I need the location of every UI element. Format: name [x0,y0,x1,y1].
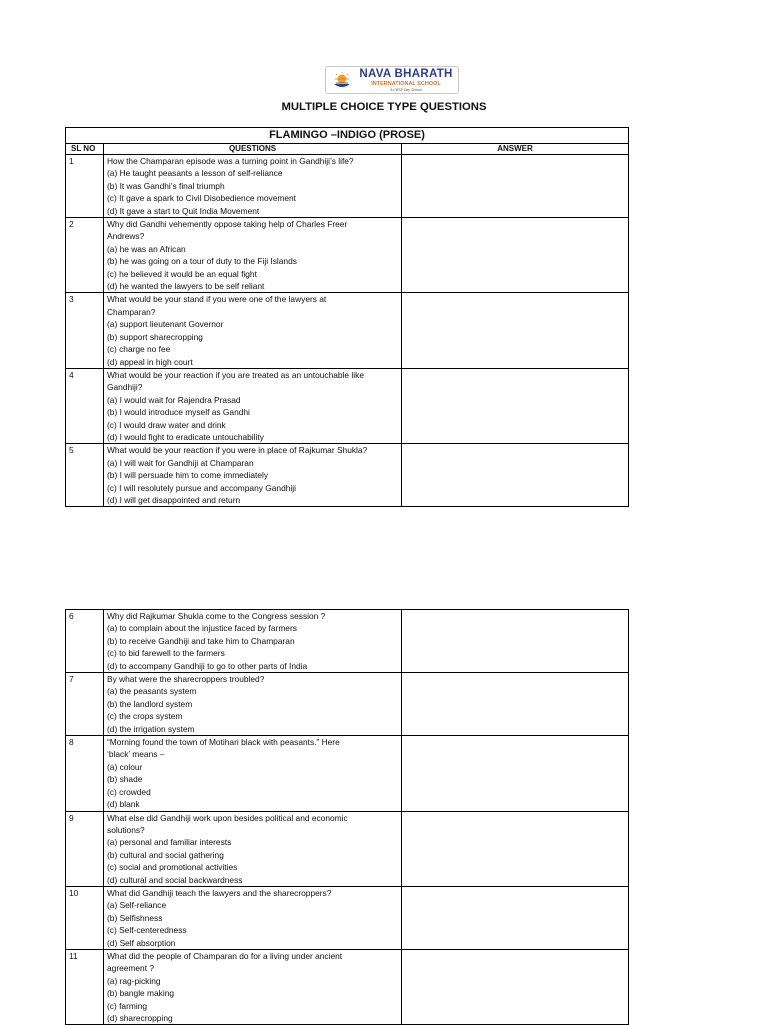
answer-cell[interactable] [402,218,629,293]
section-title: FLAMINGO –INDIGO (PROSE) [65,127,629,144]
answer-option: (b) Selfishness [107,912,163,923]
column-header-questions: QUESTIONS [104,144,402,155]
question-cell [104,368,402,443]
answer-option: (c) he believed it would be an equal fight [107,268,257,279]
answer-option: (a) Self-reliance [107,900,167,911]
question-text: What else did Gandhiji work upon besides political and economic [107,812,348,823]
answer-cell[interactable] [402,368,629,443]
question-text: Why did Rajkumar Shukla come to the Congress session ? [107,611,326,621]
answer-option: (a) to complain about the injustice faced by farmers [107,623,297,634]
table-header-row [66,144,629,155]
table-row [66,444,629,507]
answer-option: (d) cultural and social backwardness [107,874,243,885]
answer-cell[interactable] [402,444,629,507]
answer-option: (b) I will persuade him to come immediately [107,470,269,481]
answer-option: (a) He taught peasants a lesson of self-reliance [107,168,283,179]
question-text: What would be your reaction if you were in place of Rajkumar Shukla? [107,445,368,456]
table-row [66,949,629,1024]
answer-option: (a) personal and familiar interests [107,837,232,848]
answer-option: (d) I would fight to eradicate untouchability [107,431,264,442]
question-text: How the Champaran episode was a turning point in Gandhiji’s life? [107,156,354,166]
answer-option: (c) It gave a spark to Civil Disobedience movement [107,193,296,204]
question-text: By what were the sharecroppers troubled? [107,674,265,685]
answer-option: (b) to receive Gandhiji and take him to Champaran [107,635,295,646]
question-cell [104,610,402,673]
answer-cell[interactable] [402,949,629,1024]
question-text: What would be your reaction if you are treated as an untouchable like [107,369,364,380]
question-cell [104,736,402,811]
answer-option: (c) the crops system [107,711,183,722]
answer-option: (c) I will resolutely pursue and accompany Gandhiji [107,482,296,493]
question-text: What would be your stand if you were one of the lawyers at [107,294,327,305]
question-cell [104,444,402,507]
answer-option: (a) he was an African [107,243,186,254]
answer-option: (b) cultural and social gathering [107,849,224,860]
answer-cell[interactable] [402,886,629,949]
logo-subtitle: INTERNATIONAL SCHOOL [371,81,441,87]
column-header-sl-no: SL NO [66,144,104,155]
answer-option: solutions? [107,824,145,835]
question-text: What did the people of Champaran do for a living under ancient [107,950,343,961]
answer-option: (d) Self absorption [107,937,176,948]
question-cell [104,886,402,949]
question-text: Why did Gandhi vehemently oppose taking help of Charles Freer [107,219,348,230]
answer-option: agreement ? [107,963,155,974]
answer-option: (c) social and promotional activities [107,862,238,873]
table-row [66,736,629,811]
answer-cell[interactable] [402,155,629,218]
table-row [66,811,629,886]
answer-option: (c) charge no fee [107,344,171,355]
answer-option: (a) rag-picking [107,975,161,986]
question-cell [104,218,402,293]
answer-option: Champaran? [107,306,156,317]
answer-option: Andrews? [107,231,145,242]
answer-option: (a) I will wait for Gandhiji at Champaran [107,457,254,468]
answer-option: (d) blank [107,799,140,810]
question-number: 3 [66,293,104,368]
answer-option: ‘black’ means – [107,749,165,760]
answer-option: (c) farming [107,1000,148,1011]
question-number: 9 [66,811,104,886]
sun-boat-emblem-icon [332,71,352,91]
answer-option: (b) It was Gandhi’s final triumph [107,180,225,191]
answer-option: (a) the peasants system [107,686,197,697]
question-number: 5 [66,444,104,507]
question-cell [104,673,402,736]
answer-cell[interactable] [402,811,629,886]
question-cell [104,155,402,218]
answer-option: (c) crowded [107,786,151,797]
answer-cell[interactable] [402,610,629,673]
answer-option: (c) I would draw water and drink [107,419,226,430]
answer-option: (c) to bid farewell to the farmers [107,648,225,659]
answer-cell[interactable] [402,293,629,368]
logo-tagline: A CBSE Day School [390,88,422,92]
table-row [66,886,629,949]
question-number: 7 [66,673,104,736]
question-number: 1 [66,155,104,218]
answer-option: (c) Self-centeredness [107,925,187,936]
question-number: 6 [66,610,104,673]
question-text: What did Gandhiji teach the lawyers and the sharecroppers? [107,887,332,898]
table-row [66,610,629,673]
question-number: 11 [66,949,104,1024]
answer-option: (b) shade [107,774,143,785]
table-row [66,673,629,736]
question-number: 2 [66,218,104,293]
document-title: MULTIPLE CHOICE TYPE QUESTIONS [281,101,487,113]
questions-table-1 [65,143,629,507]
question-number: 4 [66,368,104,443]
question-cell [104,293,402,368]
table-row [66,218,629,293]
answer-option: (d) he wanted the lawyers to be self reliant [107,281,265,292]
table-row [66,368,629,443]
answer-option: (d) It gave a start to Quit India Movement [107,205,260,216]
school-logo [325,66,459,94]
question-cell [104,949,402,1024]
answer-option: Gandhiji? [107,382,143,393]
logo-school-name: NAVA BHARATH [359,68,453,80]
answer-option: (b) the landlord system [107,698,193,709]
answer-option: (b) support sharecropping [107,331,203,342]
answer-option: (d) to accompany Gandhiji to go to other parts of India [107,660,308,671]
column-header-answer: ANSWER [402,144,629,155]
answer-option: (b) bangle making [107,988,175,999]
answer-option: (d) the irrigation system [107,723,195,734]
question-number: 10 [66,886,104,949]
answer-option: (b) he was going on a tour of duty to the Fiji Islands [107,256,297,267]
question-number: 8 [66,736,104,811]
answer-option: (a) support lieutenant Governor [107,319,224,330]
question-cell [104,811,402,886]
answer-option: (a) I would wait for Rajendra Prasad [107,394,241,405]
answer-option: (a) colour [107,761,143,772]
answer-option: (d) I will get disappointed and return [107,494,241,505]
answer-cell[interactable] [402,673,629,736]
answer-option: (d) sharecropping [107,1013,173,1023]
table-row [66,155,629,218]
question-text: “Morning found the town of Motihari black with peasants.” Here [107,737,340,748]
answer-cell[interactable] [402,736,629,811]
questions-table-2 [65,609,629,1025]
answer-option: (d) appeal in high court [107,356,193,367]
table-row [66,293,629,368]
answer-option: (b) I would introduce myself as Gandhi [107,407,250,418]
